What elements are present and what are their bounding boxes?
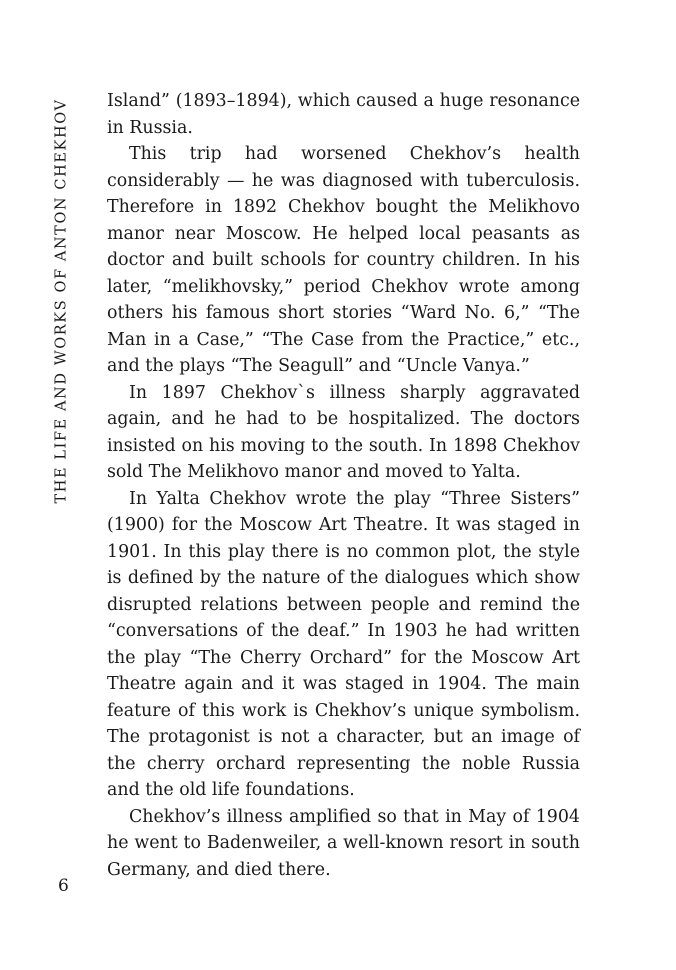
- paragraph: In Yalta Chekhov wrote the play “Three Sisters” (1900) for the Moscow Art Theatre. It was staged in 1901. In this play there is no common plot, the style is defined by the nature of the dialogues which show disrupted relations between people and remind the “conversations of the deaf.” In 1903 he had written the play “The Cherry Orchard” for the Moscow Art Theatre again and it was staged in 1904. The main feature of this work is Chekhov’s unique symbolism. The protagonist is not a character, but an image of the cherry orchard representing the noble Russia and the old life foundations.: [107, 488, 580, 800]
- running-head-text: THE LIFE AND WORKS OF ANTON CHEKHOV: [54, 98, 71, 504]
- paragraph: Chekhov’s illness amplified so that in May of 1904 he went to Badenweiler, a well-known resort in south Germany, and died there.: [107, 806, 580, 880]
- body-text: [107, 88, 580, 883]
- page-number: 6: [58, 876, 69, 896]
- running-head: [48, 92, 76, 510]
- paragraph: This trip had worsened Chekhov’s health considerably — he was diagnosed with tuberculosis. Therefore in 1892 Chekhov bought the Melikhovo manor near Moscow. He helped local peasants as doctor and built schools for country children. In his later, “melikhovsky,” period Chekhov wrote among others his famous short stories “Ward No. 6,” “The Man in a Case,” “The Case from the Practice,” etc., and the plays “The Seagull” and “Uncle Vanya.”: [107, 144, 580, 376]
- paragraph: Island” (1893–1894), which caused a huge resonance in Russia.: [107, 91, 580, 138]
- paragraph: In 1897 Chekhov`s illness sharply aggravated again, and he had to be hospitalized. The doctors insisted on his moving to the south. In 1898 Chekhov sold The Melikhovo manor and moved to Yalta.: [107, 382, 580, 482]
